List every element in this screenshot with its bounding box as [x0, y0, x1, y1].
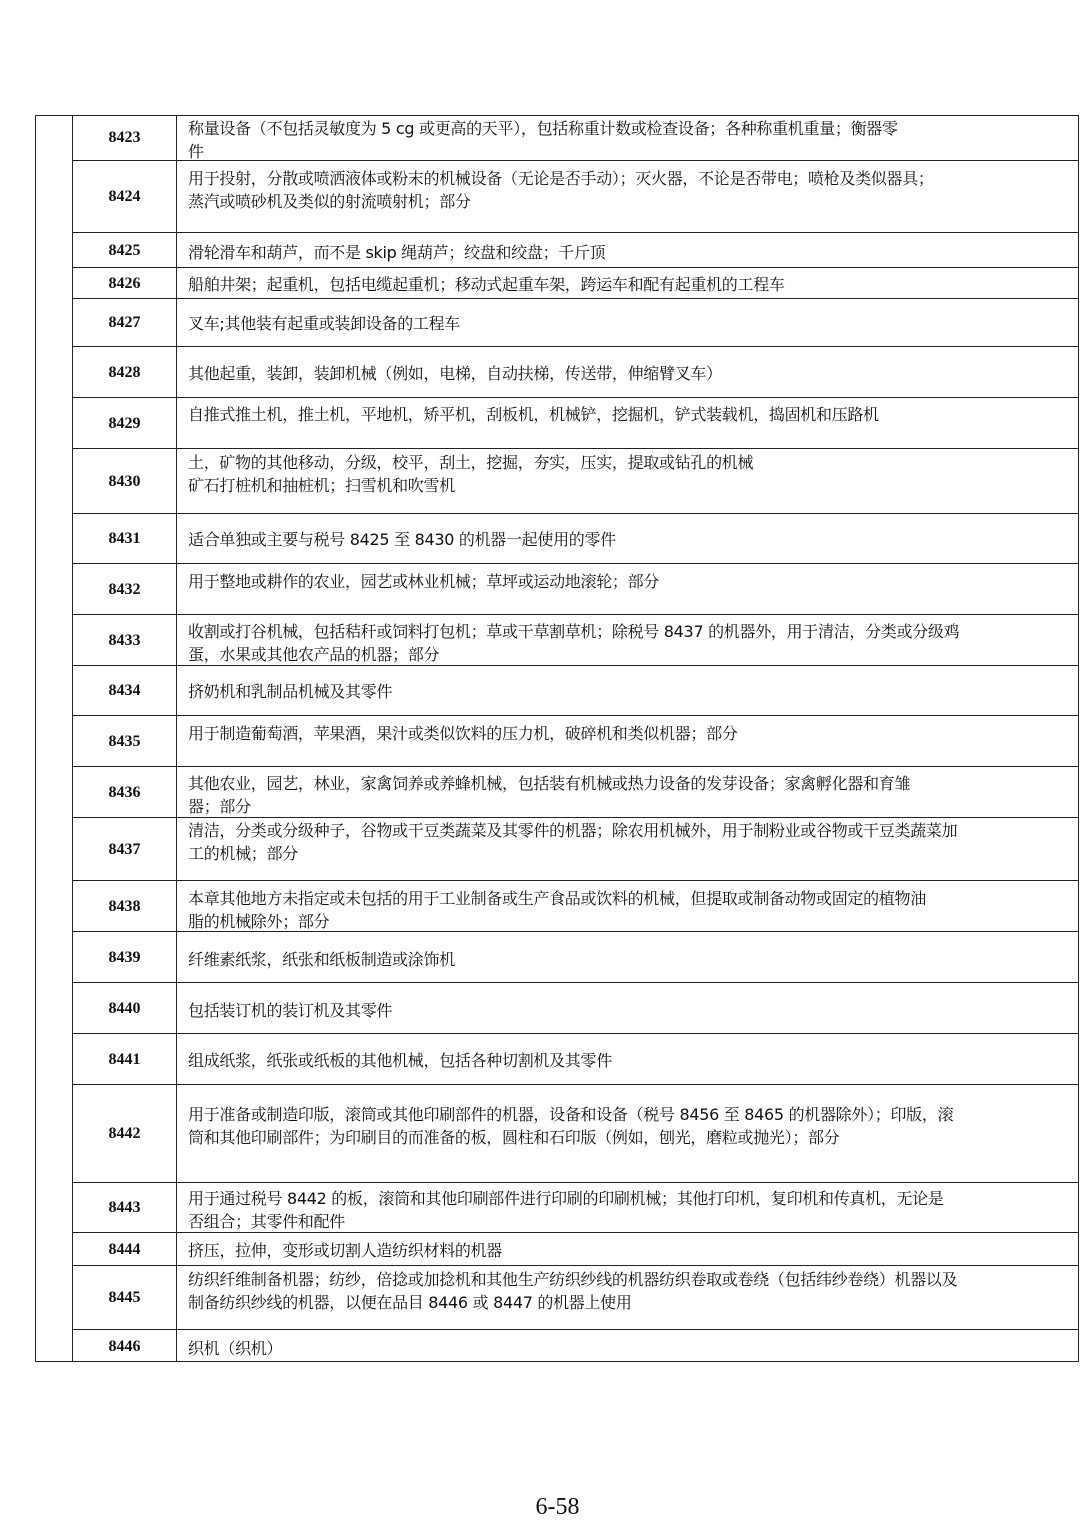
item-description: 挤奶机和乳制品机械及其零件 — [188, 682, 393, 701]
table-row — [73, 817, 1078, 881]
item-description: 船舶井架；起重机，包括电缆起重机；移动式起重车架，跨运车和配有起重机的工程车 — [188, 275, 785, 294]
table-row — [73, 1182, 1078, 1233]
table-row — [73, 160, 1078, 233]
item-description: 本章其他地方未指定或未包括的用于工业制备或生产食品或饮料的机械，但提取或制备动物或固定的植物油 脂的机械除外；部分 — [188, 889, 926, 931]
item-description: 自推式推土机，推土机，平地机，矫平机，刮板机，机械铲，挖掘机，铲式装载机，捣固机和压路机 — [188, 405, 879, 424]
table-row — [73, 563, 1078, 615]
hs-code: 8445 — [108, 1289, 141, 1306]
table-row — [73, 665, 1078, 716]
hs-code: 8437 — [108, 840, 141, 858]
tariff-table — [35, 115, 1079, 1362]
item-description: 纺织纤维制备机器；纺纱，倍捻或加捻机和其他生产纺织纱线的机器纺织卷取或卷绕（包括纬纱卷绕）机器以及 制备纺织纱线的机器，以便在品目 8446 或 8447 的机器上使用 — [188, 1270, 958, 1312]
item-description: 用于制造葡萄酒，苹果酒，果汁或类似饮料的压力机，破碎机和类似机器；部分 — [188, 724, 738, 743]
hs-code: 8441 — [108, 1050, 141, 1068]
item-description: 用于投射，分散或喷洒液体或粉末的机械设备（无论是否手动）；灭火器，不论是否带电；喷枪及类似器具； 蒸汽或喷砂机及类似的射流喷射机；部分 — [188, 169, 934, 211]
table-row — [73, 397, 1078, 449]
table-row — [73, 1084, 1078, 1183]
item-description: 用于准备或制造印版，滚筒或其他印刷部件的机器，设备和设备（税号 8456 至 8465 的机器除外）；印版，滚 筒和其他印刷部件；为印刷目的而准备的板，圆柱和石印版（例如，刨光，磨粒或抛光）；部分 — [188, 1105, 954, 1147]
item-description: 用于整地或耕作的农业，园艺或林业机械；草坪或运动地滚轮；部分 — [188, 572, 660, 591]
hs-code: 8425 — [108, 241, 141, 259]
hs-code: 8435 — [108, 732, 141, 750]
hs-code: 8443 — [108, 1199, 141, 1216]
item-description: 滑轮滑车和葫芦，而不是 skip 绳葫芦；绞盘和绞盘；千斤顶 — [188, 243, 606, 262]
table-row — [73, 880, 1078, 932]
hs-code: 8424 — [108, 188, 141, 205]
table-row — [73, 232, 1078, 268]
hs-code: 8431 — [108, 530, 141, 547]
table-row — [73, 1033, 1078, 1085]
page-number: 6-58 — [535, 1494, 580, 1520]
item-description: 土，矿物的其他移动，分级，校平，刮土，挖掘，夯实，压实，提取或钻孔的机械 矿石打桩机和抽桩机；扫雪机和吹雪机 — [188, 453, 754, 495]
hs-code: 8442 — [108, 1125, 141, 1142]
hs-code: 8436 — [108, 783, 141, 801]
hs-code: 8446 — [108, 1337, 141, 1355]
hs-code: 8429 — [108, 414, 141, 432]
table-row — [73, 298, 1078, 347]
hs-code: 8426 — [108, 274, 141, 292]
hs-code: 8432 — [108, 580, 141, 598]
table-row — [73, 715, 1078, 767]
item-description: 清洁，分类或分级种子，谷物或干豆类蔬菜及其零件的机器；除农用机械外，用于制粉业或谷物或干豆类蔬菜加 工的机械；部分 — [188, 821, 958, 863]
hs-code: 8430 — [108, 472, 141, 490]
hs-code: 8438 — [108, 897, 141, 915]
hs-code: 8439 — [108, 948, 141, 966]
item-description: 叉车;其他装有起重或装卸设备的工程车 — [188, 314, 460, 333]
hs-code: 8427 — [108, 314, 141, 331]
item-description: 纤维素纸浆，纸张和纸板制造或涂饰机 — [188, 950, 455, 969]
item-description: 称量设备（不包括灵敏度为 5 cg 或更高的天平），包括称重计数或检查设备；各种称重机重量；衡器零 件 — [188, 119, 898, 161]
item-description: 收割或打谷机械，包括秸秆或饲料打包机；草或干草割草机；除税号 8437 的机器外，用于清洁，分类或分级鸡 蛋，水果或其他农产品的机器；部分 — [188, 622, 960, 664]
item-description: 其他农业，园艺，林业，家禽饲养或养蜂机械，包括装有机械或热力设备的发芽设备；家禽孵化器和育雏 器；部分 — [188, 774, 911, 816]
item-description: 其他起重，装卸，装卸机械（例如，电梯，自动扶梯，传送带，伸缩臂叉车） — [188, 364, 722, 383]
item-description: 用于通过税号 8442 的板，滚筒和其他印刷部件进行印刷的印刷机械；其他打印机，复印机和传真机，无论是 否组合；其零件和配件 — [188, 1189, 944, 1231]
table-row — [73, 1232, 1078, 1266]
table-row — [73, 267, 1078, 299]
table-row — [73, 931, 1078, 983]
hs-code: 8433 — [108, 631, 141, 649]
hs-code: 8444 — [108, 1240, 141, 1258]
table-row — [73, 1329, 1078, 1363]
hs-code: 8428 — [108, 363, 141, 381]
table-row — [73, 982, 1078, 1034]
table-row — [73, 766, 1078, 818]
table-row — [73, 346, 1078, 398]
table-row — [73, 115, 1078, 160]
table-row — [73, 448, 1078, 514]
item-description: 组成纸浆，纸张或纸板的其他机械，包括各种切割机及其零件 — [188, 1051, 612, 1070]
item-description: 织机（织机） — [188, 1339, 283, 1358]
table-row — [73, 614, 1078, 666]
item-description: 挤压，拉伸，变形或切割人造纺织材料的机器 — [188, 1241, 503, 1260]
table-row — [73, 513, 1078, 564]
hs-code: 8434 — [108, 682, 141, 699]
table-row — [73, 1265, 1078, 1330]
item-description: 包括装订机的装订机及其零件 — [188, 1001, 393, 1020]
hs-code: 8440 — [108, 999, 141, 1017]
hs-code: 8423 — [108, 128, 141, 146]
item-description: 适合单独或主要与税号 8425 至 8430 的机器一起使用的零件 — [188, 530, 616, 549]
